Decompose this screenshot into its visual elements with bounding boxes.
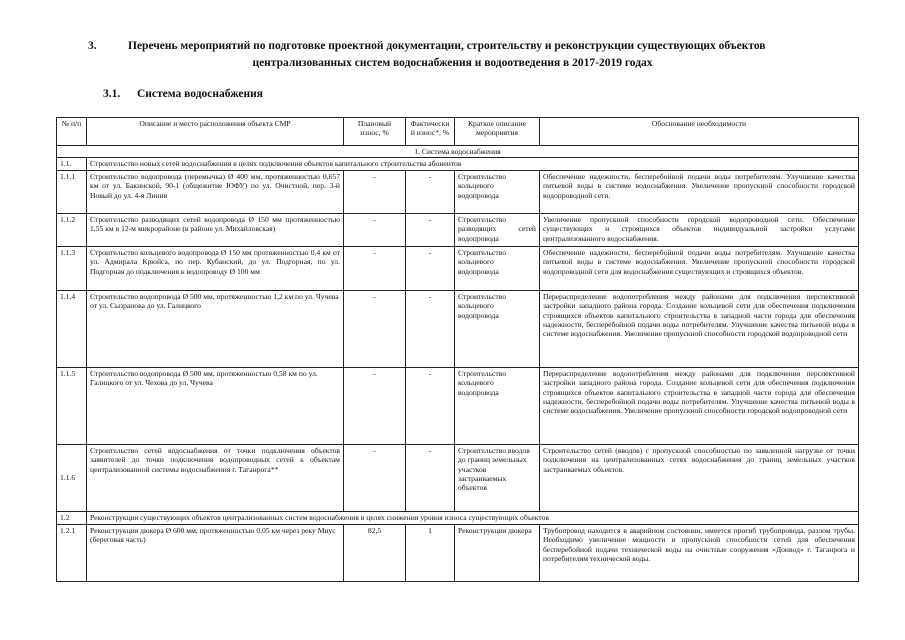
header-planned-wear: Плановый износ, % bbox=[344, 118, 406, 146]
row-brief: Реконструкция дюкера bbox=[455, 524, 540, 581]
row-actual-wear: - bbox=[406, 170, 455, 213]
row-brief: Строительство вводов до границ земельных участков застраиваемых объектов bbox=[455, 444, 540, 511]
table-row bbox=[57, 170, 859, 213]
group-number: 1.2 bbox=[57, 511, 87, 524]
row-justification: Перераспределение водопотребления между районами для подключения перспективной застройки западного района города. Создание кольцевой сети для обеспечения подключения строящихся объектов капитального строительства в западной части города для обеспечения надежности, бесперебойной подачи воды потребителям. Улучшение качества питьевой воды в системе водоснабжения. Увеличение пропускной способности городской водопроводной сети bbox=[540, 290, 859, 367]
subsection-title: Система водоснабжения bbox=[137, 88, 263, 100]
header-number: № п/п bbox=[57, 118, 87, 146]
table-row bbox=[57, 367, 859, 444]
row-actual-wear: - bbox=[406, 213, 455, 246]
row-description: Реконструкция дюкера Ø 600 мм, протяженностью 0,05 км через реку Миус (береговая часть) bbox=[87, 524, 344, 581]
row-number: 1.1.5 bbox=[57, 367, 87, 444]
row-description: Строительство водопровода (перемычка) Ø 400 мм, протяженностью 0,657 км от ул. Бакинской, 90-1 (общежитие ЮФУ) по ул. Очистной, пер. 3-й Новый до ул. 4-я Линия bbox=[87, 170, 344, 213]
row-actual-wear: - bbox=[406, 290, 455, 367]
row-planned-wear: - bbox=[344, 444, 406, 511]
row-number: 1.2.1 bbox=[57, 524, 87, 581]
group-title: Реконструкция существующих объектов централизованных систем водоснабжения в целях снижения уровня износа существующих объектов bbox=[87, 511, 859, 524]
row-justification: Трубопровод находится в аварийном состоянии, имеется прогиб трубопровода, разлом трубы. Необходимо увеличение мощности и пропускной способности сетей для обеспечения бесперебойной подачи технической воды на очистные сооружения «Донвод» г. Таганрога и потребителям технической воды. bbox=[540, 524, 859, 581]
row-planned-wear: - bbox=[344, 246, 406, 290]
row-number: 1.1.4 bbox=[57, 290, 87, 367]
section-title: 1. Система водоснабжения bbox=[57, 146, 859, 158]
header-justification: Обоснование необходимости bbox=[540, 118, 859, 146]
row-brief: Строительство разводящих сетей водопровода bbox=[455, 213, 540, 246]
group-title: Строительство новых сетей водоснабжения в целях подключения объектов капитального строительства абонентов bbox=[87, 158, 859, 170]
row-actual-wear: - bbox=[406, 246, 455, 290]
group-row bbox=[57, 511, 859, 524]
row-justification: Перераспределение водопотребления между районами для подключения перспективной застройки западного района города. Создание кольцевой сети для обеспечения подключения строящихся объектов капитального строительства в западной части города для обеспечения надежности, бесперебойной подачи воды потребителям. Улучшение качества питьевой воды в системе водоснабжения. Увеличение пропускной способности городской водопроводной сети bbox=[540, 367, 859, 444]
row-justification: Обеспечение надежности, бесперебойной подачи воды потребителям. Улучшение качества питьевой воды в системе водоснабжения. Увеличение пропускной способности городской водопроводной сети для водоснабжения существующих и строящихся объектов. bbox=[540, 246, 859, 290]
row-description: Строительство водопровода Ø 500 мм, протяженностью 1,2 км по ул. Чучева от ул. Сызранова до ул. Галицкого bbox=[87, 290, 344, 367]
measures-table bbox=[56, 117, 859, 582]
row-planned-wear: - bbox=[344, 213, 406, 246]
row-justification: Строительство сетей (вводов) с пропускной способностью по заявленной нагрузке от точки подключения на централизованных сетях водоснабжения до границ земельных участков застраиваемых объектов. bbox=[540, 444, 859, 511]
table-row bbox=[57, 213, 859, 246]
subsection-number: 3.1. bbox=[103, 88, 121, 100]
table-row bbox=[57, 524, 859, 581]
heading-number: 3. bbox=[88, 40, 97, 52]
table-row bbox=[57, 444, 859, 511]
row-brief: Строительство кольцевого водопровода bbox=[455, 367, 540, 444]
row-number: 1.1.3 bbox=[57, 246, 87, 290]
row-planned-wear: - bbox=[344, 367, 406, 444]
table-row bbox=[57, 290, 859, 367]
row-number: 1.1.2 bbox=[57, 213, 87, 246]
section-row bbox=[57, 146, 859, 158]
row-planned-wear: 82,5 bbox=[344, 524, 406, 581]
row-actual-wear: - bbox=[406, 367, 455, 444]
table-header-row bbox=[57, 118, 859, 146]
row-justification: Увеличение пропускной способности городской водопроводной сети. Обеспечение существующих и строящихся объектов индивидуальной застройки услугами централизованного водоснабжения. bbox=[540, 213, 859, 246]
row-description: Строительство сетей водоснабжения от точки подключения объектов заявителей до точки подключения водопроводных сетей к объектам централизованной системы водоснабжения г. Таганрога** bbox=[87, 444, 344, 511]
header-actual-wear: Фактически й износ*, % bbox=[406, 118, 455, 146]
group-number: 1.1. bbox=[57, 158, 87, 170]
table-row bbox=[57, 246, 859, 290]
heading-line-1: Перечень мероприятий по подготовке проектной документации, строительству и реконструкции существующих объектов bbox=[128, 40, 766, 52]
heading-line-2: централизованных систем водоснабжения и водоотведения в 2017-2019 годах bbox=[252, 57, 653, 69]
row-actual-wear: 1 bbox=[406, 524, 455, 581]
row-brief: Строительство кольцевого водопровода bbox=[455, 246, 540, 290]
header-description: Описание и место расположения объекта СМР bbox=[87, 118, 344, 146]
group-row bbox=[57, 158, 859, 170]
row-description: Строительство разводящих сетей водопровода Ø 150 мм протяженностью 1,55 км в 12-м микрорайоне (в районе ул. Михайловская) bbox=[87, 213, 344, 246]
row-number: 1.1.6 bbox=[57, 444, 87, 511]
row-description: Строительство водопровода Ø 500 мм, протяженностью 0,58 км по ул. Галицкого от ул. Чехова до ул. Чучева bbox=[87, 367, 344, 444]
row-number: 1.1.1 bbox=[57, 170, 87, 213]
header-brief: Краткое описание мероприятия bbox=[455, 118, 540, 146]
row-brief: Строительство кольцевого водопровода bbox=[455, 290, 540, 367]
row-planned-wear: - bbox=[344, 290, 406, 367]
row-actual-wear: - bbox=[406, 444, 455, 511]
row-description: Строительство кольцевого водопровода Ø 150 мм протяженностью 0,4 км от ул. Адмирала Крюйса, по пер. Кубанский, до ул. Подгорная, по ул. Подгорная до подключения к водопроводу Ø 100 мм bbox=[87, 246, 344, 290]
row-planned-wear: - bbox=[344, 170, 406, 213]
row-brief: Строительство кольцевого водопровода bbox=[455, 170, 540, 213]
row-justification: Обеспечение надежности, бесперебойной подачи воды потребителям. Улучшение качества питьевой воды в системе водоснабжения. Увеличение пропускной способности городской водопроводной сети. bbox=[540, 170, 859, 213]
